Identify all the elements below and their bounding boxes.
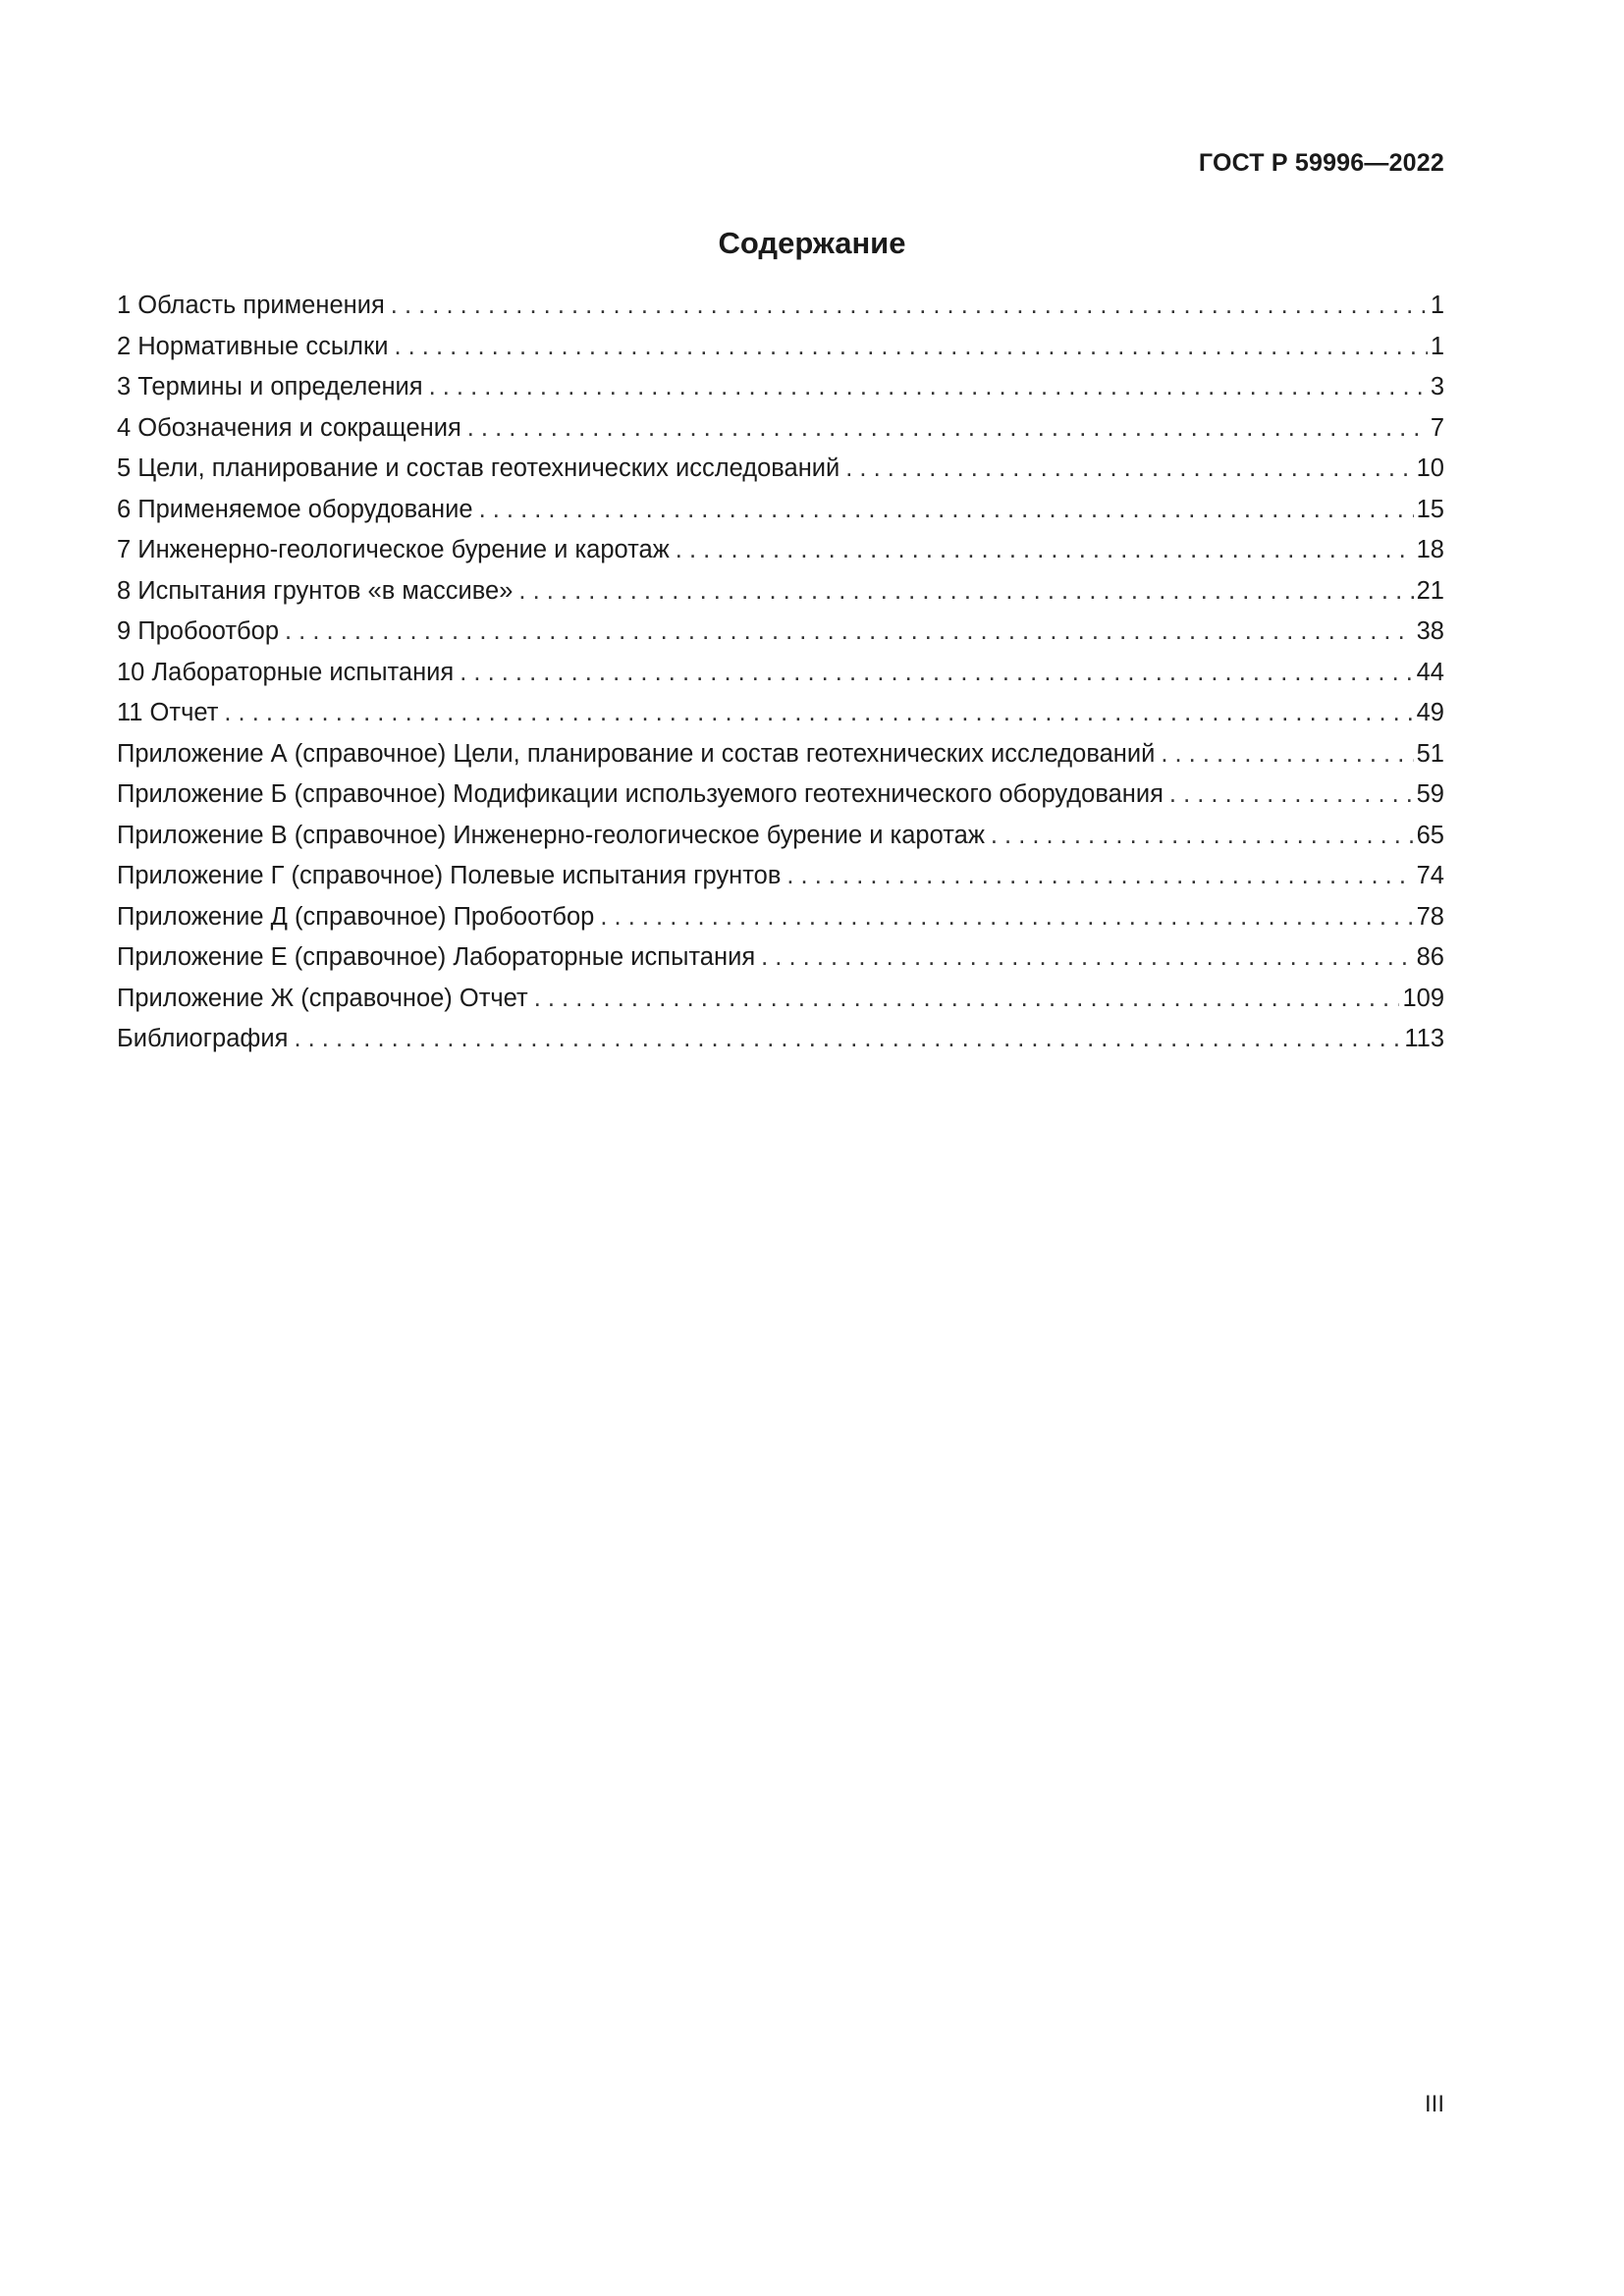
toc-entry[interactable] — [117, 490, 1444, 531]
toc-entry-page: 7 — [1430, 413, 1444, 442]
toc-leader-dots — [534, 979, 1400, 1020]
toc-entry-label: Приложение Г (справочное) Полевые испытания грунтов — [117, 862, 782, 889]
toc-entry-label: Приложение А (справочное) Цели, планирование и состав геотехнических исследований — [117, 739, 1156, 768]
toc-leader-dots — [600, 897, 1413, 938]
toc-leader-dots — [224, 693, 1413, 734]
toc-entry-page: 109 — [1402, 984, 1444, 1012]
toc-entry-label: 1 Область применения — [117, 292, 385, 319]
toc-entry[interactable] — [117, 286, 1444, 327]
toc-entry-label: 5 Цели, планирование и состав геотехнических исследований — [117, 454, 840, 482]
toc-entry-page: 49 — [1416, 699, 1444, 726]
toc-entry-label: 10 Лабораторные испытания — [117, 658, 455, 686]
toc-leader-dots — [479, 490, 1414, 531]
toc-leader-dots — [1169, 774, 1414, 816]
toc-entry-page: 51 — [1416, 739, 1444, 768]
toc-entry-label: Приложение Д (справочное) Пробоотбор — [117, 902, 595, 931]
toc-entry-page: 113 — [1404, 1025, 1444, 1052]
toc-entry[interactable] — [117, 937, 1444, 979]
toc-entry[interactable] — [117, 1019, 1444, 1060]
toc-entry-page: 65 — [1416, 821, 1444, 849]
toc-entry-page: 44 — [1416, 658, 1444, 686]
toc-entry[interactable] — [117, 408, 1444, 450]
toc-leader-dots — [285, 612, 1414, 653]
toc-entry[interactable] — [117, 653, 1444, 694]
toc-entry[interactable] — [117, 897, 1444, 938]
toc-entry-page: 10 — [1416, 454, 1444, 482]
toc-leader-dots — [294, 1019, 1401, 1060]
toc-entry-page: 1 — [1430, 292, 1444, 319]
toc-entry-label: Приложение Ж (справочное) Отчет — [117, 984, 528, 1012]
toc-entry-page: 18 — [1416, 536, 1444, 563]
toc-leader-dots — [467, 408, 1428, 450]
toc-entry-page: 78 — [1416, 902, 1444, 931]
toc-entry-label: Библиография — [117, 1025, 289, 1052]
toc-entry-label: 11 Отчет — [117, 699, 219, 726]
toc-entry[interactable] — [117, 734, 1444, 775]
toc-leader-dots — [676, 530, 1414, 571]
toc-leader-dots — [394, 327, 1427, 368]
toc-entry-page: 1 — [1430, 332, 1444, 360]
toc-list — [117, 286, 1444, 1060]
page-number: III — [1424, 2091, 1444, 2117]
toc-entry-label: 6 Применяемое оборудование — [117, 495, 473, 523]
toc-entry[interactable] — [117, 530, 1444, 571]
toc-leader-dots — [786, 856, 1413, 897]
toc-leader-dots — [761, 937, 1413, 979]
toc-entry[interactable] — [117, 774, 1444, 816]
document-code: ГОСТ Р 59996—2022 — [1198, 149, 1444, 177]
toc-entry[interactable] — [117, 856, 1444, 897]
toc-entry-label: 9 Пробоотбор — [117, 617, 280, 645]
toc-entry-label: 2 Нормативные ссылки — [117, 332, 389, 360]
toc-entry[interactable] — [117, 327, 1444, 368]
toc-entry-page: 59 — [1416, 780, 1444, 808]
toc-entry-label: Приложение Б (справочное) Модификации используемого геотехнического оборудования — [117, 780, 1164, 808]
toc-entry-page: 3 — [1430, 373, 1444, 400]
toc-entry[interactable] — [117, 816, 1444, 857]
toc-entry-label: 8 Испытания грунтов «в массиве» — [117, 576, 514, 605]
toc-entry[interactable] — [117, 367, 1444, 408]
toc-leader-dots — [845, 449, 1413, 490]
toc-entry[interactable] — [117, 979, 1444, 1020]
toc-leader-dots — [1161, 734, 1413, 775]
toc-entry-label: 4 Обозначения и сокращения — [117, 413, 461, 442]
toc-entry[interactable] — [117, 693, 1444, 734]
toc-entry-page: 15 — [1416, 495, 1444, 523]
toc-entry[interactable] — [117, 612, 1444, 653]
toc-title: Содержание — [718, 226, 906, 260]
toc-entry-page: 21 — [1416, 576, 1444, 605]
toc-entry-page: 86 — [1416, 943, 1444, 971]
toc-entry-label: 3 Термины и определения — [117, 373, 423, 400]
toc-leader-dots — [518, 571, 1413, 613]
toc-entry-page: 38 — [1416, 617, 1444, 645]
toc-entry[interactable] — [117, 449, 1444, 490]
toc-entry-page: 74 — [1416, 862, 1444, 889]
toc-entry-label: 7 Инженерно-геологическое бурение и каротаж — [117, 536, 670, 563]
toc-leader-dots — [391, 286, 1428, 327]
toc-leader-dots — [991, 816, 1414, 857]
toc-leader-dots — [460, 653, 1413, 694]
toc-entry[interactable] — [117, 571, 1444, 613]
toc-entry-label: Приложение Е (справочное) Лабораторные испытания — [117, 943, 756, 971]
toc-entry-label: Приложение В (справочное) Инженерно-геологическое бурение и каротаж — [117, 821, 985, 849]
toc-leader-dots — [429, 367, 1428, 408]
